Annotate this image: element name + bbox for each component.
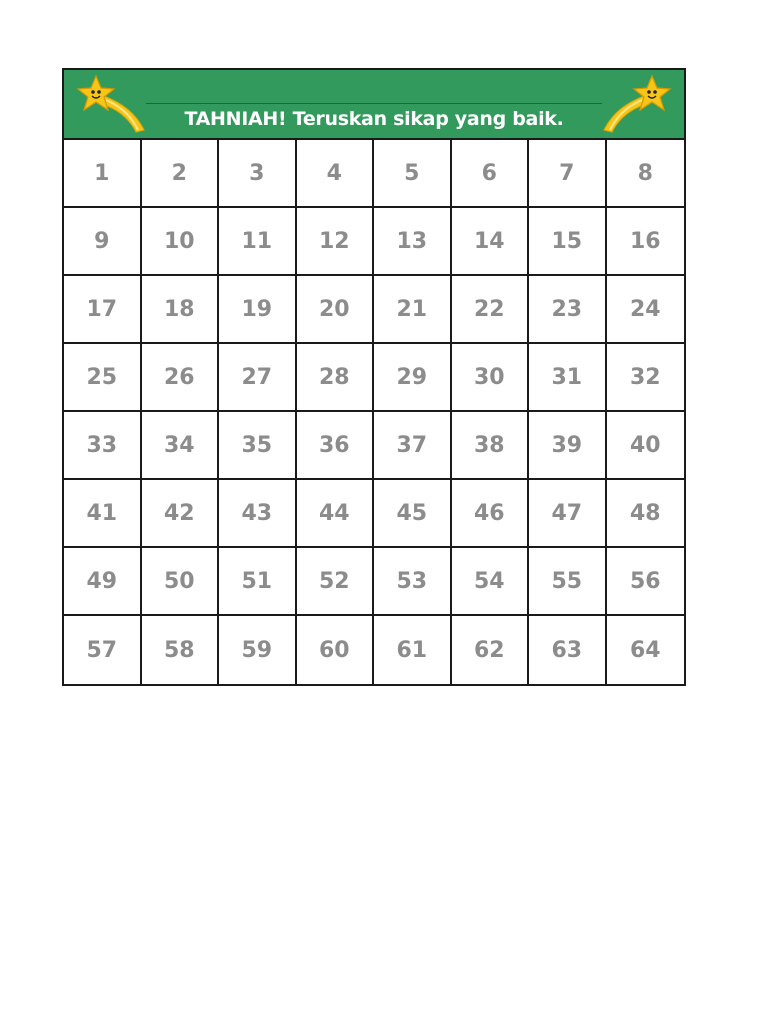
grid-cell[interactable]: 25 [64, 344, 142, 412]
grid-cell[interactable]: 16 [607, 208, 685, 276]
grid-cell[interactable]: 1 [64, 140, 142, 208]
grid-cell[interactable]: 35 [219, 412, 297, 480]
grid-cell[interactable]: 58 [142, 616, 220, 684]
grid-cell[interactable]: 59 [219, 616, 297, 684]
grid-cell[interactable]: 37 [374, 412, 452, 480]
grid-cell[interactable]: 19 [219, 276, 297, 344]
grid-cell[interactable]: 7 [529, 140, 607, 208]
banner [64, 70, 684, 140]
grid-cell[interactable]: 22 [452, 276, 530, 344]
grid-cell[interactable]: 3 [219, 140, 297, 208]
grid-cell[interactable]: 61 [374, 616, 452, 684]
grid-cell[interactable]: 55 [529, 548, 607, 616]
number-grid [64, 140, 684, 684]
grid-cell[interactable]: 42 [142, 480, 220, 548]
grid-cell[interactable]: 39 [529, 412, 607, 480]
grid-cell[interactable]: 11 [219, 208, 297, 276]
grid-cell[interactable]: 27 [219, 344, 297, 412]
banner-divider [146, 103, 602, 104]
grid-cell[interactable]: 64 [629, 637, 661, 663]
grid-cell[interactable]: 6 [452, 140, 530, 208]
reward-chart [62, 68, 686, 686]
grid-cell[interactable]: 4 [297, 140, 375, 208]
grid-cell[interactable]: 53 [374, 548, 452, 616]
grid-cell[interactable]: 46 [452, 480, 530, 548]
grid-cell[interactable]: 56 [607, 548, 685, 616]
grid-cell[interactable]: 45 [374, 480, 452, 548]
grid-cell[interactable]: 31 [529, 344, 607, 412]
grid-cell[interactable]: 15 [529, 208, 607, 276]
grid-cell[interactable]: 36 [297, 412, 375, 480]
grid-cell[interactable]: 51 [219, 548, 297, 616]
grid-cell[interactable]: 38 [452, 412, 530, 480]
grid-cell[interactable]: 43 [219, 480, 297, 548]
grid-cell[interactable]: 8 [607, 140, 685, 208]
grid-cell[interactable]: 28 [297, 344, 375, 412]
grid-cell[interactable]: 29 [374, 344, 452, 412]
grid-cell[interactable]: 33 [64, 412, 142, 480]
grid-cell[interactable]: 62 [452, 616, 530, 684]
banner-title: TAHNIAH! Teruskan sikap yang baik. [184, 108, 564, 130]
grid-cell[interactable]: 30 [452, 344, 530, 412]
grid-cell[interactable]: 34 [142, 412, 220, 480]
grid-cell[interactable]: 57 [64, 616, 142, 684]
grid-cell[interactable]: 13 [374, 208, 452, 276]
grid-cell[interactable]: 2 [142, 140, 220, 208]
grid-cell[interactable]: 14 [452, 208, 530, 276]
grid-cell[interactable]: 54 [452, 548, 530, 616]
grid-cell[interactable]: 60 [297, 616, 375, 684]
grid-cell[interactable]: 26 [142, 344, 220, 412]
grid-cell[interactable]: 63 [529, 616, 607, 684]
grid-cell[interactable]: 50 [142, 548, 220, 616]
grid-cell[interactable]: 21 [374, 276, 452, 344]
grid-cell[interactable]: 10 [142, 208, 220, 276]
grid-cell[interactable]: 41 [64, 480, 142, 548]
grid-cell[interactable]: 5 [374, 140, 452, 208]
grid-cell[interactable]: 24 [607, 276, 685, 344]
grid-cell[interactable]: 20 [297, 276, 375, 344]
grid-cell[interactable]: 47 [529, 480, 607, 548]
grid-cell[interactable]: 9 [64, 208, 142, 276]
grid-cell[interactable]: 52 [297, 548, 375, 616]
grid-cell[interactable]: 12 [297, 208, 375, 276]
grid-cell[interactable]: 44 [297, 480, 375, 548]
grid-cell[interactable]: 32 [607, 344, 685, 412]
grid-cell[interactable]: 48 [607, 480, 685, 548]
grid-cell[interactable]: 40 [607, 412, 685, 480]
grid-cell[interactable]: 18 [142, 276, 220, 344]
grid-cell[interactable]: 49 [64, 548, 142, 616]
grid-cell[interactable]: 17 [64, 276, 142, 344]
grid-cell[interactable]: 23 [529, 276, 607, 344]
